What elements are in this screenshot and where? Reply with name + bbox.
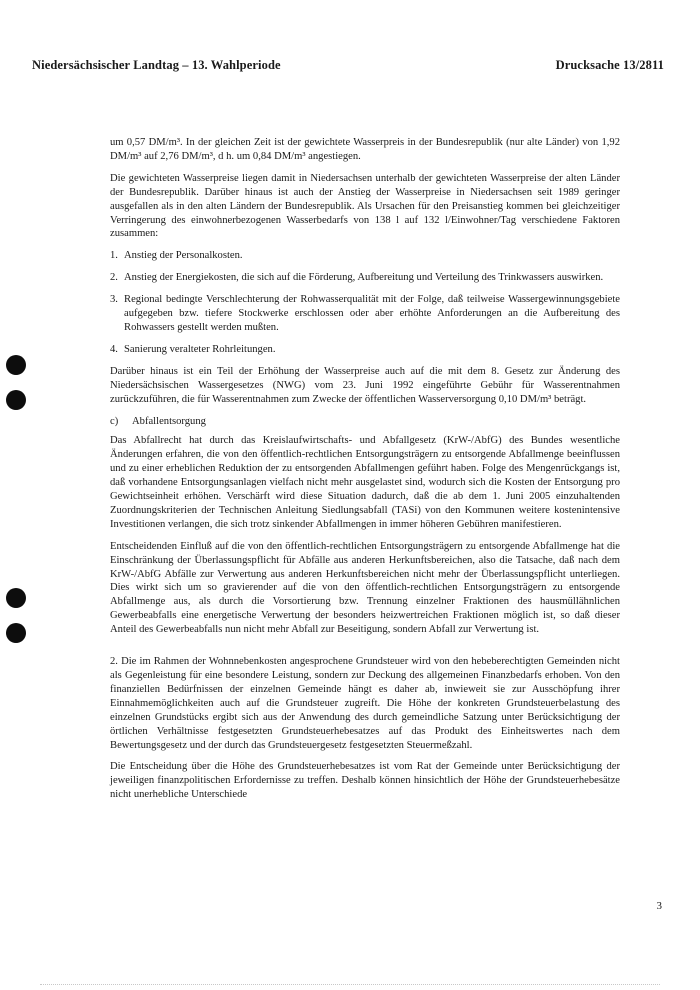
- list-text: Regional bedingte Verschlechterung der Rohwasserqualität mit der Folge, daß teilweise Wassergewinnungsgebiete aufgegeben bzw. tiefere Stockwerke erschlossen oder aber erhöhte Anforderungen an die Aufbereitung des Rohwassers gestellt werden mußten.: [124, 294, 620, 333]
- scan-artifact-line: [40, 984, 660, 985]
- list-item: [110, 343, 620, 357]
- list-item: [110, 249, 620, 263]
- paragraph: Die gewichteten Wasserpreise liegen damit in Niedersachsen unterhalb der gewichteten Wasserpreise der alten Länder der Bundesrepublik. Darüber hinaus ist auch der Anstieg der Wasserpreise in Niedersachsen seit 1989 geringer ausgefallen als in den alten Ländern der Bundesrepublik. Als Ursachen für den Preisanstieg kommen bei gleichzeitiger Verringerung des einwohnerbezogenen Wasserbedarfs von 138 l auf 132 l/Einwohner/Tag verschiedene Faktoren zusammen:: [110, 172, 620, 240]
- document-header-title: Niedersächsischer Landtag – 13. Wahlperiode: [32, 58, 281, 72]
- punch-hole: [6, 588, 26, 608]
- section-title: Abfallentsorgung: [132, 415, 206, 427]
- paragraph: Das Abfallrecht hat durch das Kreislaufwirtschafts- und Abfallgesetz (KrW-/AbfG) des Bundes wesentliche Änderungen erfahren, die von den öffentlich-rechtlichen Entsorgungsträgern zu entsorgende Abfallmenge beeinflussen und zu einer erheblichen Reduktion der zu entsorgenden Abfallmengen geführt haben. Folge des Mengenrückgangs ist, daß vorhandene Entsorgungsanlagen vielfach nicht mehr ausgelastet sind, wodurch sich die Kosten der Entsorgung pro Gewichtseinheit erhöhen. Verschärft wird diese Situation dadurch, daß die ab dem 1. Juni 2005 einzuhaltenden Zuordnungskriterien der Technischen Anleitung Siedlungsabfall (TASi) von den Kommunen weitere kostenintensive Investitionen verlangen, die sich trotz sinkender Abfallmengen in immer höheren Gebühren manifestieren.: [110, 435, 620, 530]
- section-heading: [110, 415, 620, 429]
- paragraph: Entscheidenden Einfluß auf die von den öffentlich-rechtlichen Entsorgungsträgern zu entsorgende Abfallmenge hat die Einschränkung der Überlassungspflicht für Abfälle aus anderen Herkunftsbereichen, also die Tatsache, daß nach dem KrW-/AbfG Abfälle zur Verwertung aus anderen Herkunftsbereichen nicht mehr der Überlassungspflicht unterliegen. Dies wirkt sich um so gravierender auf die von den öffentlich-rechtlichen Entsorgungsträgern zu entsorgende Abfallmenge aus, als durch die Vorsortierung bzw. Trennung einzelner Fraktionen des hausmüllähnlichen Gewerbeabfalls eine energetische Verwertung der besonders heizwertreichen Fraktionen möglich ist, so daß dieser Anteil des Gewerbeabfalls nun nicht mehr Abfall zur Beseitigung, sondern Abfall zur Verwertung ist.: [110, 540, 620, 636]
- paragraph: 2. Die im Rahmen der Wohnnebenkosten angesprochene Grundsteuer wird von den hebeberechtigten Gemeinden nicht als Gegenleistung für eine besondere Leistung, sondern zur Deckung des allgemeinen Finanzbedarfs erhoben. Von den finanziellen Bedürfnissen der einzelnen Gemeinde hängt es daher ab, inwieweit sie zur Ausschöpfung ihrer Einnahmemöglichkeiten auch auf die Grundsteuer zugreift. Die Höhe der konkreten Grundsteuerbelastung des einzelnen Grundstücks ergibt sich aus der Anwendung des durch gemeindliche Satzung unter Berücksichtigung der örtlichen Verhältnisse festgesetzten Grundsteuerhebesatzes auf das Produkt des Einheitswertes nach dem Bewertungsgesetz und der durch das Grundsteuergesetz festgesetzten Steuermeßzahl.: [110, 656, 620, 751]
- paragraph: Darüber hinaus ist ein Teil der Erhöhung der Wasserpreise auch auf die mit dem 8. Gesetz zur Änderung des Niedersächsischen Wassergesetzes (NWG) vom 23. Juni 1992 eingeführte Gebühr für Wasserentnahmen zurückzuführen, die für Wasserentnahmen zum Zwecke der öffentlichen Wasserversorgung 0,10 DM/m³ beträgt.: [110, 365, 620, 405]
- list-item: [110, 293, 620, 335]
- paragraph: Die Entscheidung über die Höhe des Grundsteuerhebesatzes ist vom Rat der Gemeinde unter Berücksichtigung der jeweiligen finanzpolitischen Erfordernisse zu treffen. Deshalb können hinsichtlich der Höhe der Grundsteuerhebesätze nicht unerhebliche Unterschiede: [110, 761, 620, 801]
- paragraph: um 0,57 DM/m³. In der gleichen Zeit ist der gewichtete Wasserpreis in der Bundesrepublik (nur alte Länder) von 1,92 DM/m³ auf 2,76 DM/m³, d h. um 0,84 DM/m³ angestiegen.: [110, 137, 620, 162]
- document-body: [110, 136, 620, 810]
- list-text: Anstieg der Personalkosten.: [124, 250, 243, 262]
- punch-hole: [6, 390, 26, 410]
- list-text: Sanierung veralteter Rohrleitungen.: [124, 343, 276, 355]
- list-number: 4.: [110, 343, 118, 355]
- page-number: 3: [656, 900, 662, 912]
- punch-hole: [6, 623, 26, 643]
- list-item: [110, 271, 620, 285]
- list-text: Anstieg der Energiekosten, die sich auf die Förderung, Aufbereitung und Verteilung des Trinkwassers auswirken.: [124, 272, 604, 284]
- list-number: 1.: [110, 250, 118, 262]
- list-number: 2.: [110, 272, 118, 284]
- punch-hole: [6, 355, 26, 375]
- numbered-list: [110, 249, 620, 356]
- section-number: c): [110, 415, 119, 427]
- document-number: Drucksache 13/2811: [555, 58, 664, 72]
- spacer: [110, 645, 620, 655]
- list-number: 3.: [110, 294, 118, 306]
